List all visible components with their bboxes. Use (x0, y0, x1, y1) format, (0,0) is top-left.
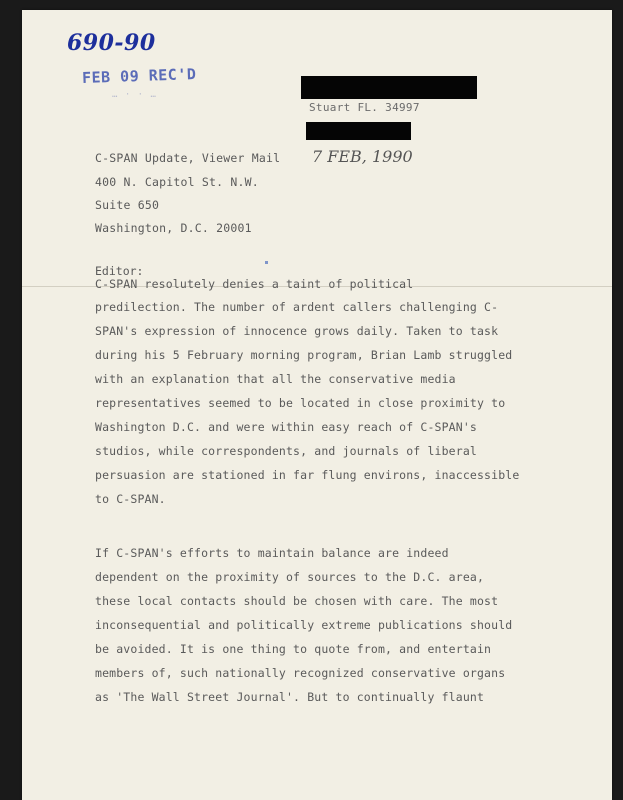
body-line: members of, such nationally recognized conservative organs (95, 666, 506, 680)
body-line: Washington D.C. and were within easy reach of C-SPAN's (95, 420, 477, 434)
body-line: studios, while correspondents, and journals of liberal (95, 444, 477, 458)
body-line: these local contacts should be chosen with care. The most (95, 594, 499, 608)
letter-page (22, 10, 612, 800)
body-line: predilection. The number of ardent callers challenging C- (95, 300, 499, 314)
handwritten-reference-number: 690-90 (67, 30, 156, 56)
body-line: inconsequential and politically extreme publications should (95, 618, 513, 632)
faint-stamp-marks: … · · … (112, 90, 157, 100)
salutation: Editor: (95, 264, 144, 278)
body-line: to C-SPAN. (95, 492, 166, 506)
body-line: dependent on the proximity of sources to the D.C. area, (95, 570, 485, 584)
recipient-line-3: Suite 650 (95, 198, 160, 212)
body-line: as 'The Wall Street Journal'. But to continually flaunt (95, 690, 485, 704)
redacted-sender-detail (306, 122, 411, 140)
redacted-sender-name (301, 76, 477, 99)
handwritten-date: 7 FEB, 1990 (312, 147, 413, 166)
recipient-line-1: C-SPAN Update, Viewer Mail (95, 151, 281, 165)
body-line: be avoided. It is one thing to quote from, and entertain (95, 642, 492, 656)
body-line: SPAN's expression of innocence grows daily. Taken to task (95, 324, 499, 338)
body-line: C-SPAN resolutely denies a taint of political (95, 277, 414, 291)
ink-mark (265, 261, 268, 264)
received-stamp: FEB 09 REC'D (81, 65, 197, 87)
body-line: representatives seemed to be located in close proximity to (95, 396, 506, 410)
recipient-line-4: Washington, D.C. 20001 (95, 221, 252, 235)
body-line: If C-SPAN's efforts to maintain balance are indeed (95, 546, 449, 560)
body-line: with an explanation that all the conservative media (95, 372, 456, 386)
recipient-line-2: 400 N. Capitol St. N.W. (95, 175, 259, 189)
body-line: persuasion are stationed in far flung environs, inaccessible (95, 468, 520, 482)
sender-city-line: Stuart FL. 34997 (309, 101, 420, 114)
body-line: during his 5 February morning program, Brian Lamb struggled (95, 348, 513, 362)
